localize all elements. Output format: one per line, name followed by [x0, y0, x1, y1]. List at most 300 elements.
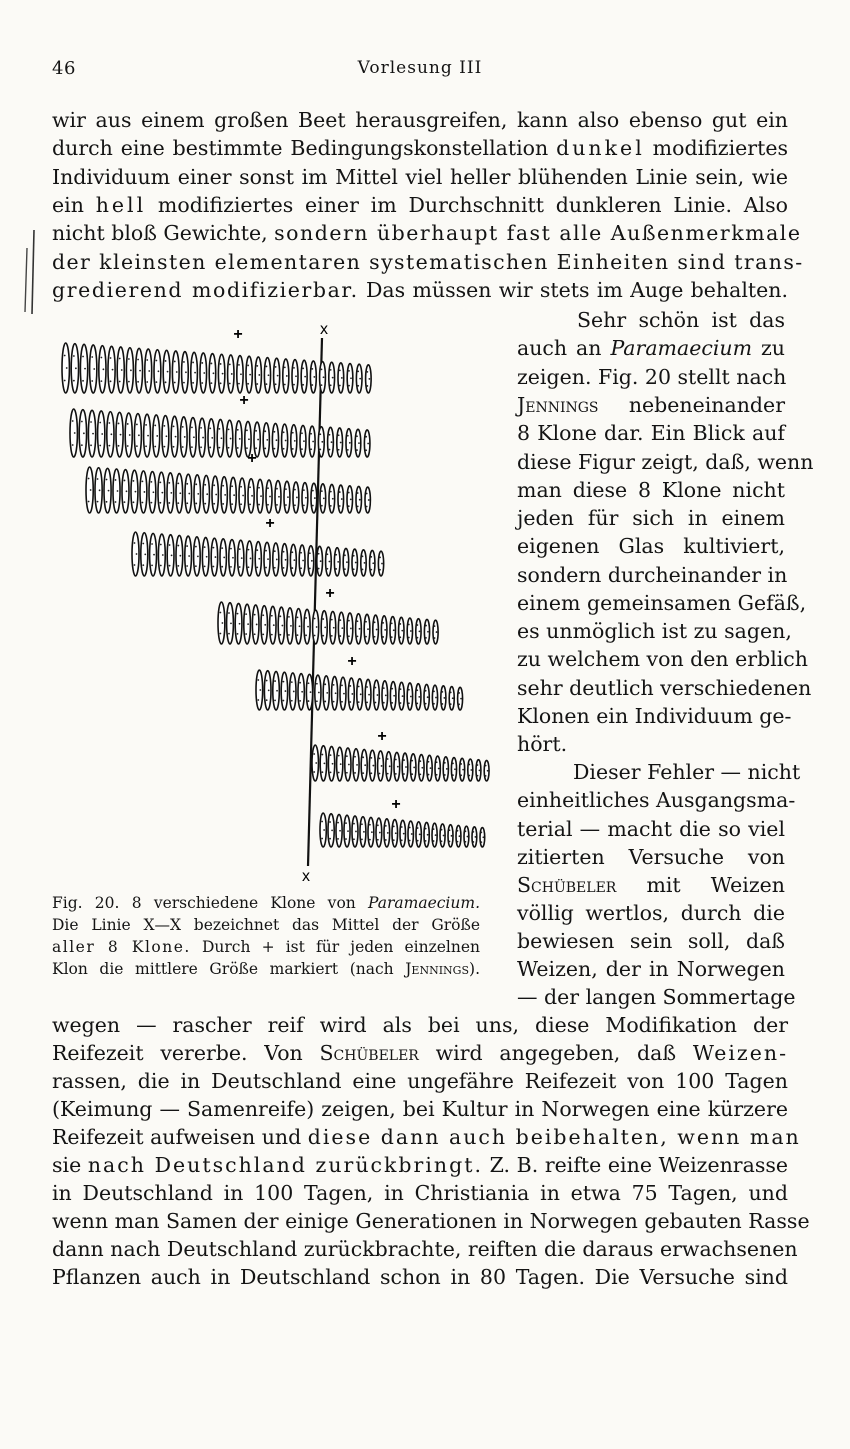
cell-dot	[474, 836, 476, 838]
cell-dot	[364, 764, 366, 766]
cell-dot	[294, 504, 296, 506]
cell-dot	[457, 841, 459, 843]
side-line: Sehr schön ist das	[577, 308, 785, 332]
cell-dot	[211, 382, 213, 384]
cell-dot	[460, 774, 462, 776]
cell-dot	[393, 826, 395, 828]
paramaecium-cell	[70, 409, 77, 457]
cell-dot	[374, 636, 376, 638]
cell-dot	[90, 444, 92, 446]
paramaecium-cell	[410, 754, 416, 781]
cell-dot	[237, 613, 239, 615]
body-line: Pflanzen auch in Deutschland schon in 80 Tagen. Die Versuche sind	[52, 1265, 788, 1289]
cell-dot	[204, 503, 206, 505]
cell-dot	[333, 627, 335, 629]
paramaecium-cell	[230, 477, 236, 513]
cell-dot	[233, 494, 235, 496]
cell-dot	[106, 501, 108, 503]
cell-dot	[248, 549, 250, 551]
cell-dot	[245, 613, 247, 615]
paramaecium-cell	[315, 675, 321, 710]
cell-dot	[365, 449, 367, 451]
paramaecium-cell	[390, 682, 396, 710]
paramaecium-cell	[246, 356, 252, 393]
cell-dot	[108, 445, 110, 447]
paramaecium-cell	[381, 616, 387, 644]
paramaecium-cell	[360, 817, 366, 847]
cell-dot	[186, 545, 188, 547]
cell-dot	[74, 432, 76, 434]
cell-dot	[133, 480, 135, 482]
cell-dot	[254, 633, 256, 635]
cell-dot	[160, 544, 162, 546]
cell-dot	[391, 623, 393, 625]
paramaecium-cell	[338, 363, 344, 393]
body-line: (Keimung — Samenreife) zeigen, bei Kultur in Norwegen eine kürzere	[52, 1097, 788, 1121]
cell-dot	[296, 497, 298, 499]
paramaecium-cell	[345, 748, 351, 781]
cell-dot	[335, 554, 337, 556]
cell-dot	[347, 435, 349, 437]
cell-dot	[230, 622, 232, 624]
paramaecium-cell	[125, 413, 132, 457]
cell-dot	[283, 567, 285, 569]
cell-dot	[330, 505, 332, 507]
cell-dot	[480, 832, 482, 834]
cell-dot	[64, 355, 66, 357]
cell-dot	[421, 767, 423, 769]
cell-dot	[441, 840, 443, 842]
cell-dot	[213, 372, 215, 374]
cell-dot	[452, 697, 454, 699]
cell-dot	[222, 485, 224, 487]
cell-dot	[188, 555, 190, 557]
cell-dot	[275, 383, 277, 385]
paramaecium-cell	[386, 752, 392, 781]
cell-dot	[339, 635, 341, 637]
cell-dot	[301, 432, 303, 434]
paramaecium-cell	[320, 813, 326, 847]
side-line: auch an Paramaecium zu	[517, 336, 785, 360]
paramaecium-cell	[191, 352, 198, 393]
cell-dot	[348, 385, 350, 387]
cell-dot	[262, 634, 264, 636]
cell-dot	[465, 830, 467, 832]
cell-dot	[239, 438, 241, 440]
cell-dot	[401, 839, 403, 841]
cell-dot	[186, 502, 188, 504]
cell-dot	[173, 426, 175, 428]
paramaecium-cell	[356, 486, 361, 513]
paramaecium-cell	[275, 481, 281, 513]
paramaecium-cell	[347, 364, 353, 393]
cell-dot	[164, 446, 166, 448]
cell-dot	[134, 564, 136, 566]
cell-dot	[277, 375, 279, 377]
cell-dot	[299, 682, 301, 684]
cell-dot	[454, 768, 456, 770]
cell-dot	[400, 702, 402, 704]
emphasis-spaced: dunkel	[556, 136, 645, 160]
paramaecium-cell	[365, 679, 371, 710]
cell-dot	[240, 486, 242, 488]
cell-dot	[249, 486, 251, 488]
cell-dot	[318, 692, 320, 694]
paramaecium-cell	[330, 611, 336, 644]
cell-dot	[441, 703, 443, 705]
side-line: man diese 8 Klone nicht	[517, 478, 785, 502]
cell-dot	[283, 551, 285, 553]
side-line: Jennings nebeneinander	[517, 393, 785, 417]
cell-dot	[369, 824, 371, 826]
cell-dot	[115, 479, 117, 481]
cell-dot	[275, 366, 277, 368]
cell-dot	[142, 502, 144, 504]
cell-dot	[161, 492, 163, 494]
cell-dot	[188, 493, 190, 495]
paramaecium-cell	[263, 423, 269, 457]
cell-dot	[389, 765, 391, 767]
paramaecium-cell	[228, 355, 234, 393]
cell-dot	[419, 630, 421, 632]
cell-dot	[312, 505, 314, 507]
cell-dot	[284, 384, 286, 386]
cell-dot	[84, 368, 86, 370]
paramaecium-cell	[116, 412, 123, 457]
cell-dot	[377, 824, 379, 826]
cell-dot	[435, 834, 437, 836]
cell-dot	[184, 436, 186, 438]
side-line: sondern durcheinander in	[517, 563, 788, 587]
cell-dot	[357, 370, 359, 372]
cell-dot	[472, 831, 474, 833]
paramaecium-cell	[399, 682, 404, 710]
cell-dot	[434, 637, 436, 639]
side-line: jeden für sich in einem	[517, 506, 785, 530]
cell-dot	[321, 441, 323, 443]
cell-dot	[293, 691, 295, 693]
cell-dot	[487, 770, 489, 772]
cell-dot	[411, 773, 413, 775]
cell-dot	[311, 384, 313, 386]
cell-dot	[262, 614, 264, 616]
cell-dot	[379, 773, 381, 775]
cell-dot	[366, 686, 368, 688]
cell-dot	[268, 374, 270, 376]
paramaecium-cell	[167, 473, 174, 513]
cell-dot	[174, 382, 176, 384]
cell-dot	[177, 545, 179, 547]
cell-dot	[436, 631, 438, 633]
cell-dot	[91, 356, 93, 358]
paramaecium-cell	[302, 483, 308, 513]
cell-dot	[416, 689, 418, 691]
cell-dot	[151, 502, 153, 504]
paramaecium-cell	[264, 671, 271, 710]
clone-row	[86, 450, 370, 513]
cell-dot	[81, 444, 83, 446]
cell-dot	[401, 630, 403, 632]
cell-dot	[93, 368, 95, 370]
cell-dot	[259, 689, 261, 691]
cell-dot	[433, 840, 435, 842]
body-line: dann nach Deutschland zurückbrachte, reiften die daraus erwachsenen	[52, 1237, 798, 1261]
cell-dot	[170, 492, 172, 494]
cell-dot	[249, 374, 251, 376]
paramaecium-cell	[218, 602, 225, 644]
cell-dot	[353, 823, 355, 825]
cell-dot	[425, 637, 427, 639]
cell-dot	[257, 679, 259, 681]
cell-dot	[221, 566, 223, 568]
cell-dot	[305, 634, 307, 636]
paramaecium-cell	[348, 678, 354, 710]
cell-dot	[340, 763, 342, 765]
cell-dot	[229, 383, 231, 385]
cell-dot	[408, 624, 410, 626]
cell-dot	[175, 436, 177, 438]
cell-dot	[385, 825, 387, 827]
cell-dot	[248, 438, 250, 440]
cell-dot	[72, 420, 74, 422]
cell-dot	[204, 546, 206, 548]
cell-dot	[417, 840, 419, 842]
cell-dot	[417, 637, 419, 639]
running-title: Vorlesung III	[357, 58, 483, 78]
cell-dot	[459, 835, 461, 837]
cell-dot	[121, 369, 123, 371]
cell-dot	[197, 555, 199, 557]
cell-dot	[293, 367, 295, 369]
side-line: zitierten Versuche von	[517, 845, 785, 869]
cell-dot	[248, 566, 250, 568]
cell-dot	[246, 429, 248, 431]
cell-dot	[364, 562, 366, 564]
cell-dot	[377, 839, 379, 841]
cell-dot	[266, 699, 268, 701]
cell-dot	[112, 369, 114, 371]
cell-dot	[350, 377, 352, 379]
paramaecium-cell	[332, 676, 338, 710]
cell-dot	[204, 484, 206, 486]
paramaecium-cell	[237, 356, 243, 393]
paramaecium-cell	[394, 752, 400, 781]
cell-dot	[385, 839, 387, 841]
cell-dot	[321, 821, 323, 823]
body-line: Reifezeit aufweisen und diese dann auch beibehalten, wenn man	[52, 1125, 801, 1149]
cell-dot	[331, 619, 333, 621]
cell-dot	[195, 565, 197, 567]
cell-dot	[287, 496, 289, 498]
cell-dot	[250, 558, 252, 560]
cell-dot	[330, 491, 332, 493]
cell-dot	[402, 695, 404, 697]
cell-dot	[337, 838, 339, 840]
cell-dot	[115, 501, 117, 503]
paramaecium-cell	[270, 606, 276, 644]
body-line: in Deutschland in 100 Tagen, in Christiania in etwa 75 Tagen, und	[52, 1181, 788, 1205]
cell-dot	[433, 690, 435, 692]
paramaecium-cell	[236, 421, 242, 457]
paramaecium-cell	[320, 746, 326, 781]
cell-dot	[408, 637, 410, 639]
clone-row	[218, 585, 438, 644]
cell-dot	[142, 481, 144, 483]
cell-dot	[449, 829, 451, 831]
cell-dot	[266, 383, 268, 385]
cell-dot	[353, 838, 355, 840]
cell-dot	[391, 702, 393, 704]
cell-dot	[370, 772, 372, 774]
cell-dot	[88, 478, 90, 480]
cell-dot	[450, 703, 452, 705]
cell-dot	[441, 829, 443, 831]
cell-dot	[348, 764, 350, 766]
cell-dot	[258, 374, 260, 376]
cell-dot	[183, 361, 185, 363]
side-line: völlig wertlos, durch die	[517, 901, 785, 925]
cell-dot	[368, 694, 370, 696]
cell-dot	[179, 555, 181, 557]
side-line: hört.	[517, 732, 568, 756]
paramaecium-cell	[310, 361, 316, 393]
cell-dot	[345, 822, 347, 824]
cell-dot	[237, 633, 239, 635]
cell-dot	[362, 772, 364, 774]
cell-dot	[92, 433, 94, 435]
cell-dot	[354, 772, 356, 774]
cell-dot	[374, 621, 376, 623]
paramaecium-cell	[382, 681, 388, 710]
cell-dot	[110, 380, 112, 382]
cell-dot	[335, 692, 337, 694]
paramaecium-cell	[194, 537, 201, 576]
paramaecium-cell	[136, 348, 143, 393]
paramaecium-cell	[347, 486, 352, 513]
cell-dot	[276, 559, 278, 561]
paramaecium-cell	[400, 820, 405, 847]
cell-dot	[271, 634, 273, 636]
cell-dot	[291, 551, 293, 553]
cell-dot	[229, 364, 231, 366]
paramaecium-cell	[226, 420, 232, 457]
cell-dot	[349, 685, 351, 687]
cell-dot	[177, 565, 179, 567]
cell-dot	[171, 554, 173, 556]
cell-dot	[382, 622, 384, 624]
paramaecium-cell	[244, 604, 251, 644]
figure-label-x-top: x	[320, 321, 328, 338]
cell-dot	[213, 547, 215, 549]
paramaecium-cell	[134, 414, 141, 457]
paramaecium-cell	[329, 484, 335, 513]
cell-dot	[206, 493, 208, 495]
paramaecium-cell	[352, 549, 357, 576]
cell-dot	[193, 436, 195, 438]
cell-dot	[274, 448, 276, 450]
cell-dot	[315, 762, 317, 764]
cell-dot	[177, 502, 179, 504]
cell-dot	[332, 763, 334, 765]
cell-dot	[301, 448, 303, 450]
paramaecium-cell	[272, 423, 278, 457]
cell-dot	[283, 448, 285, 450]
cell-dot	[318, 568, 320, 570]
cell-dot	[156, 360, 158, 362]
cell-dot	[281, 625, 283, 627]
cell-dot	[330, 384, 332, 386]
paramaecium-cell	[312, 745, 318, 781]
side-line: diese Figur zeigt, daß, wenn	[517, 450, 814, 474]
cell-dot	[88, 501, 90, 503]
cell-dot	[400, 688, 402, 690]
cell-dot	[348, 370, 350, 372]
cell-dot	[228, 428, 230, 430]
paramaecium-cell	[162, 416, 169, 457]
cell-dot	[428, 761, 430, 763]
paramaecium-cell	[356, 614, 362, 644]
paramaecium-cell	[356, 364, 362, 393]
cell-dot	[154, 425, 156, 427]
cell-dot	[90, 421, 92, 423]
cell-dot	[139, 370, 141, 372]
cell-dot	[366, 493, 368, 495]
cell-dot	[293, 384, 295, 386]
cell-dot	[126, 490, 128, 492]
paramaecium-cell	[252, 605, 259, 644]
cell-dot	[304, 376, 306, 378]
cell-dot	[438, 768, 440, 770]
cell-dot	[444, 762, 446, 764]
body-line: sie nach Deutschland zurückbringt. Z. B. reifte eine Weizenrasse	[52, 1153, 788, 1177]
cell-dot	[185, 371, 187, 373]
paramaecium-cell	[122, 470, 129, 513]
paramaecium-cell	[132, 532, 139, 576]
cell-dot	[124, 501, 126, 503]
cell-dot	[239, 623, 241, 625]
cell-dot	[337, 561, 339, 563]
cell-dot	[83, 432, 85, 434]
paramaecium-cell	[364, 614, 370, 644]
paramaecium-cell	[338, 485, 344, 513]
clone-mean-plus-marker: +	[347, 653, 357, 670]
cell-dot	[358, 686, 360, 688]
paramaecium-cell	[99, 346, 106, 393]
cell-dot	[350, 498, 352, 500]
cell-dot	[130, 369, 132, 371]
cell-dot	[267, 558, 269, 560]
cell-dot	[318, 553, 320, 555]
cell-dot	[339, 491, 341, 493]
cell-dot	[433, 703, 435, 705]
paramaecium-cell	[209, 354, 215, 393]
cell-dot	[215, 556, 217, 558]
paramaecium-cell	[376, 818, 382, 847]
cell-dot	[385, 695, 387, 697]
paramaecium-cell	[227, 603, 234, 644]
cell-dot	[480, 841, 482, 843]
cell-dot	[409, 840, 411, 842]
cell-dot	[136, 424, 138, 426]
cell-dot	[294, 489, 296, 491]
cell-dot	[331, 441, 333, 443]
cell-dot	[346, 772, 348, 774]
cell-dot	[215, 494, 217, 496]
side-line: Schübeler mit Weizen	[517, 873, 785, 897]
cell-dot	[285, 440, 287, 442]
cell-dot	[228, 633, 230, 635]
cell-dot	[333, 701, 335, 703]
